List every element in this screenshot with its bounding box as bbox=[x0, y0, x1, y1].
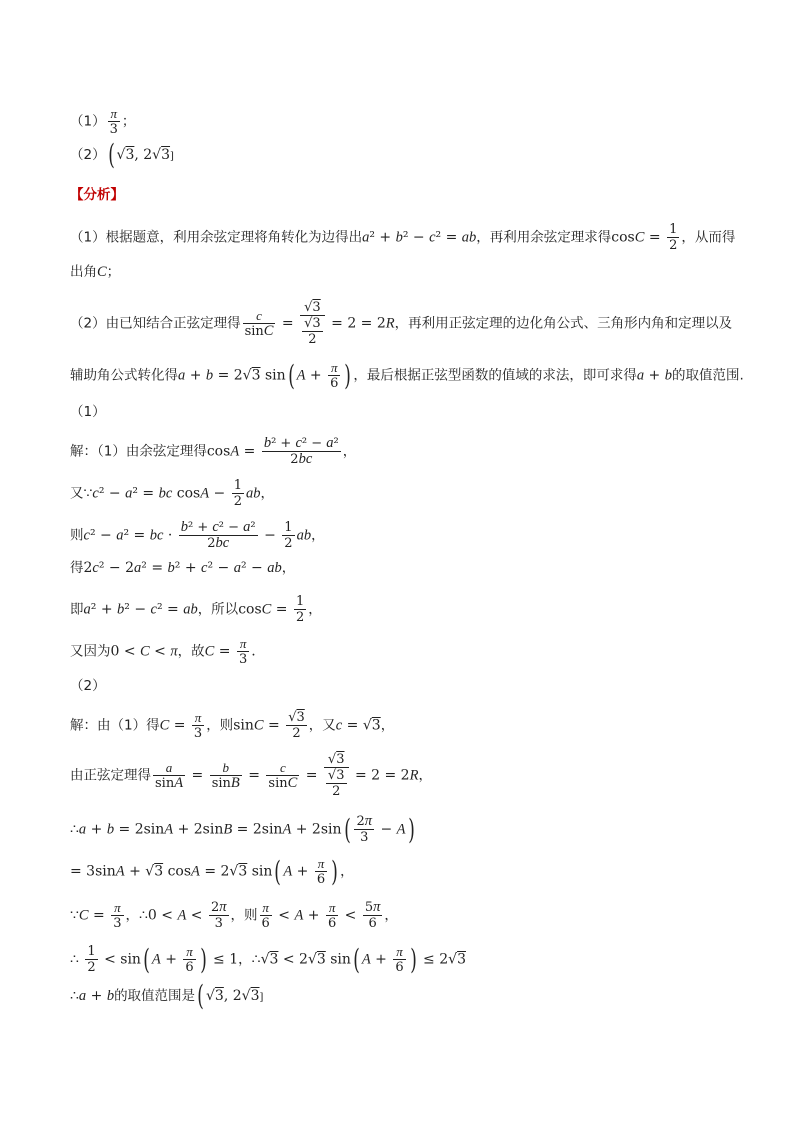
answer-1: （1） $\frac{\pi}{3}$ ； bbox=[70, 106, 136, 137]
part1-line-2: 又∵c² − a² = bc cosA − $\frac{1}{2}$ ab， bbox=[70, 478, 274, 509]
part2-line-7: ∴a + b的取值范围是( √3, 2√3] bbox=[70, 979, 264, 1012]
part1-line-1: 解：（1）由余弦定理得cosA = $\frac{\text{b² + c² − a²}}{2bc}$ ， bbox=[70, 435, 357, 467]
part2-line-3: ∴a + b = 2sinA + 2sinB = 2sinA + 2sin( $\frac{2\pi}{3}$ − A) bbox=[70, 812, 415, 846]
part2-line-1: 解：由（1）得C = $\frac{\pi}{3}$ ，则sinC = $\frac{√3}{2}$ ，又c = √3， bbox=[70, 710, 395, 741]
analysis-line-1: （1）根据题意，利用余弦定理将角转化为边得出a² + b² − c² = ab，再利用余弦定理求得cosC = $\frac{1}{2}$ ，从而得 bbox=[70, 222, 736, 253]
part1-line-3: 则c² − a² = bc · $\frac{\text{b² + c² − a²}}{2bc}$ − $\frac{1}{2}$ ab， bbox=[70, 519, 325, 551]
part2-line-2: 由正弦定理得 $\frac{a}{\sin A}$ = $\frac{b}{\sin B}$ = $\frac{c}{\sin C}$ = $\frac{√3}{\frac{√3}{2}}$ = 2 = 2R， bbox=[70, 752, 432, 799]
part2-line-6: ∴ $\frac{1}{2}$ < sin( A + $\frac{\pi}{6}$ ) ≤ 1，∴√3 < 2√3 sin( A + $\frac{\pi}{6}$ ) ≤ 2√3 bbox=[70, 942, 466, 976]
part1-line-4: 得2c² − 2a² = b² + c² − a² − ab， bbox=[70, 560, 296, 576]
part1-line-6: 又因为0 < C < π，故C = $\frac{\pi}{3}$ . bbox=[70, 636, 256, 667]
part2-line-4: = 3sinA + √3 cosA = 2√3 sin( A + $\frac{\pi}{6}$ ) ， bbox=[70, 854, 354, 888]
analysis-heading: 【分析】 bbox=[70, 187, 124, 203]
analysis-line-2: 出角C； bbox=[70, 264, 121, 280]
answer-2: （2）( √3, 2√3] bbox=[70, 138, 174, 171]
part1-label: （1） bbox=[70, 404, 106, 420]
fraction: $\frac{\pi}{3}$ bbox=[109, 106, 118, 137]
part1-line-5: 即a² + b² − c² = ab，所以cosC = $\frac{1}{2}$ ， bbox=[70, 594, 322, 625]
analysis-line-4: 辅助角公式转化得a + b = 2√3 sin( A + $\frac{\pi}{6}$ ) ，最后根据正弦型函数的值域的求法，即可求得a + b的取值范围. bbox=[70, 358, 744, 392]
analysis-line-3: （2）由已知结合正弦定理得 $\frac{c}{\sin C}$ = $\frac{√3}{\frac{√3}{2}}$ = 2 = 2R，再利用正弦定理的边化角公式、三角形内角和定理以及 bbox=[70, 300, 733, 347]
part2-label: （2） bbox=[70, 678, 106, 694]
part2-line-5: ∵C = $\frac{\pi}{3}$ ，∴0 < A < $\frac{2\pi}{3}$ ，则 $\frac{\pi}{6}$ < A + $\frac{\pi}{6}$ < $\frac{5\pi}{6}$ ， bbox=[70, 899, 398, 931]
